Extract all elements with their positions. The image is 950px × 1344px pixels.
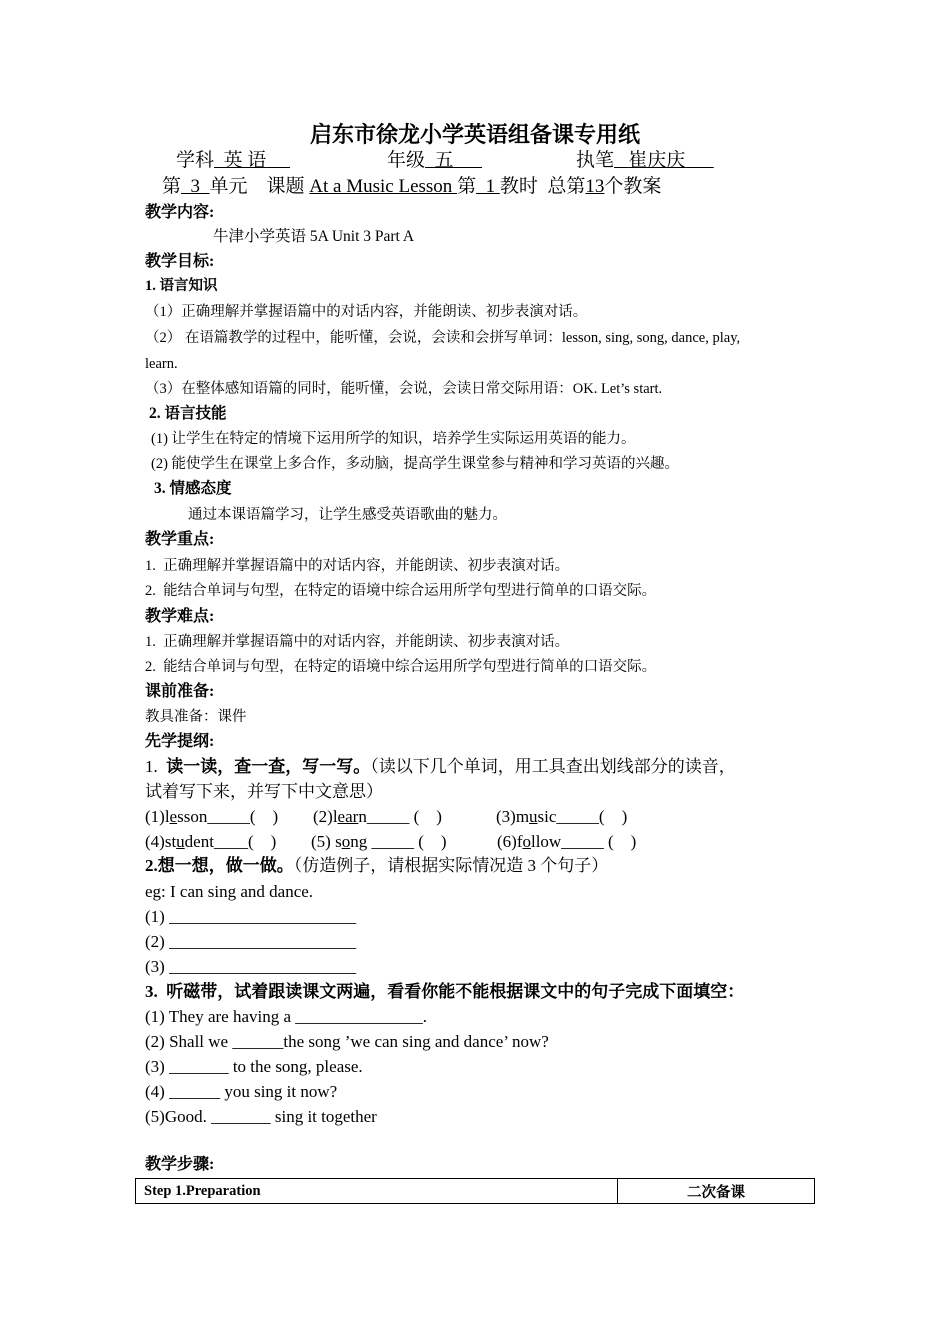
task-3: 3. 听磁带，试着跟读课文两遍，看看你能不能根据课文中的句子完成下面填空： <box>145 982 745 1001</box>
prep-heading: 课前准备: <box>145 683 215 700</box>
goal-k2-cont: learn. <box>145 356 178 372</box>
fill-sentence: (4) ______ you sing it now? <box>145 1082 338 1101</box>
content-text: 牛津小学英语 5A Unit 3 Part A <box>213 228 415 245</box>
second-prep-cell: 二次备课 <box>618 1179 815 1204</box>
key-point-1: 1. 正确理解并掌握语篇中的对话内容，并能朗读、初步表演对话。 <box>145 558 570 574</box>
attitude-heading: 3. 情感态度 <box>154 480 232 497</box>
example-sentence: eg: I can sing and dance. <box>145 882 314 901</box>
unit-line: 第 3 单元 课题 At a Music Lesson 第 1 教时 总第13个教案 <box>162 176 662 197</box>
difficulty-1: 1. 正确理解并掌握语篇中的对话内容，并能朗读、初步表演对话。 <box>145 634 570 650</box>
fill-sentence: (3) _______ to the song, please. <box>145 1057 363 1076</box>
outline-heading: 先学提纲: <box>145 733 215 750</box>
page-title: 启东市徐龙小学英语组备课专用纸 <box>309 122 640 147</box>
step-cell: Step 1.Preparation <box>136 1179 618 1204</box>
total-value: 13 <box>585 176 605 197</box>
grade-value: 五 <box>434 150 454 171</box>
blank-line: (1) ______________________ <box>145 907 357 926</box>
difficulty-2: 2. 能结合单词与句型，在特定的语境中综合运用所学句型进行简单的口语交际。 <box>145 659 657 675</box>
content-heading: 教学内容: <box>145 204 215 221</box>
word-item: (4)student____( ) <box>145 832 277 851</box>
task-1-cont: 试着写下来，并写下中文意思） <box>145 782 383 801</box>
grade-label: 年级 <box>387 150 426 171</box>
goals-heading: 教学目标: <box>145 253 215 270</box>
fill-sentence: (2) Shall we ______the song ’we can sing and dance’ now? <box>145 1032 549 1051</box>
blank-line: (3) ______________________ <box>145 957 357 976</box>
difficulties-heading: 教学难点: <box>145 608 215 625</box>
goal-s1: (1) 让学生在特定的情境下运用所学的知识，培养学生实际运用英语的能力。 <box>151 431 636 447</box>
goal-a1: 通过本课语篇学习，让学生感受英语歌曲的魅力。 <box>188 507 507 523</box>
word-item: (3)music_____( ) <box>496 807 628 826</box>
blank-line: (2) ______________________ <box>145 932 357 951</box>
table-row <box>136 1179 815 1204</box>
topic-value: At a Music Lesson <box>309 176 458 197</box>
unit-value: 3 <box>190 176 201 197</box>
key-point-2: 2. 能结合单词与句型，在特定的语境中综合运用所学句型进行简单的口语交际。 <box>145 583 657 599</box>
writer-label: 执笔 <box>576 150 615 171</box>
topic-label: 课题 <box>266 176 305 197</box>
subject-label: 学科 <box>176 150 215 171</box>
task-2: 2.想一想，做一做。（仿造例子，请根据实际情况造 3 个句子） <box>145 856 609 875</box>
lang-skill-heading: 2. 语言技能 <box>149 405 227 422</box>
goal-s2: (2) 能使学生在课堂上多合作，多动脑，提高学生课堂参与精神和学习英语的兴趣。 <box>151 456 680 472</box>
writer-field <box>576 151 714 170</box>
goal-k3: （3）在整体感知语篇的同时，能听懂，会说，会读日常交际用语：OK. Let’s start. <box>145 381 663 397</box>
fill-sentence: (1) They are having a _______________. <box>145 1007 428 1026</box>
grade-field <box>387 151 482 170</box>
word-item: (1)lesson_____( ) <box>145 807 279 826</box>
word-item: (2)learn_____ ( ) <box>313 807 442 826</box>
fill-sentence: (5)Good. _______ sing it together <box>145 1107 377 1126</box>
goal-k1: （1）正确理解并掌握语篇中的对话内容，并能朗读、初步表演对话。 <box>145 304 588 320</box>
steps-table <box>135 1178 815 1204</box>
period-value: 1 <box>485 176 496 197</box>
subject-field <box>176 151 290 170</box>
goal-k2: （2） 在语篇教学的过程中，能听懂，会说，会读和会拼写单词：lesson, sing, song, dance, play, <box>145 330 741 346</box>
key-points-heading: 教学重点: <box>145 531 215 548</box>
word-item: (6)follow_____ ( ) <box>497 832 637 851</box>
subject-value: 英 语 <box>223 150 267 171</box>
task-1: 1. 读一读，查一查，写一写。（读以下几个单词，用工具查出划线部分的读音， <box>145 757 736 776</box>
prep-text: 教具准备：课件 <box>145 709 247 725</box>
word-item: (5) song _____ ( ) <box>311 832 447 851</box>
writer-value: 崔庆庆 <box>628 150 686 171</box>
lang-knowledge-heading: 1. 语言知识 <box>145 278 218 294</box>
steps-heading: 教学步骤: <box>145 1156 215 1173</box>
